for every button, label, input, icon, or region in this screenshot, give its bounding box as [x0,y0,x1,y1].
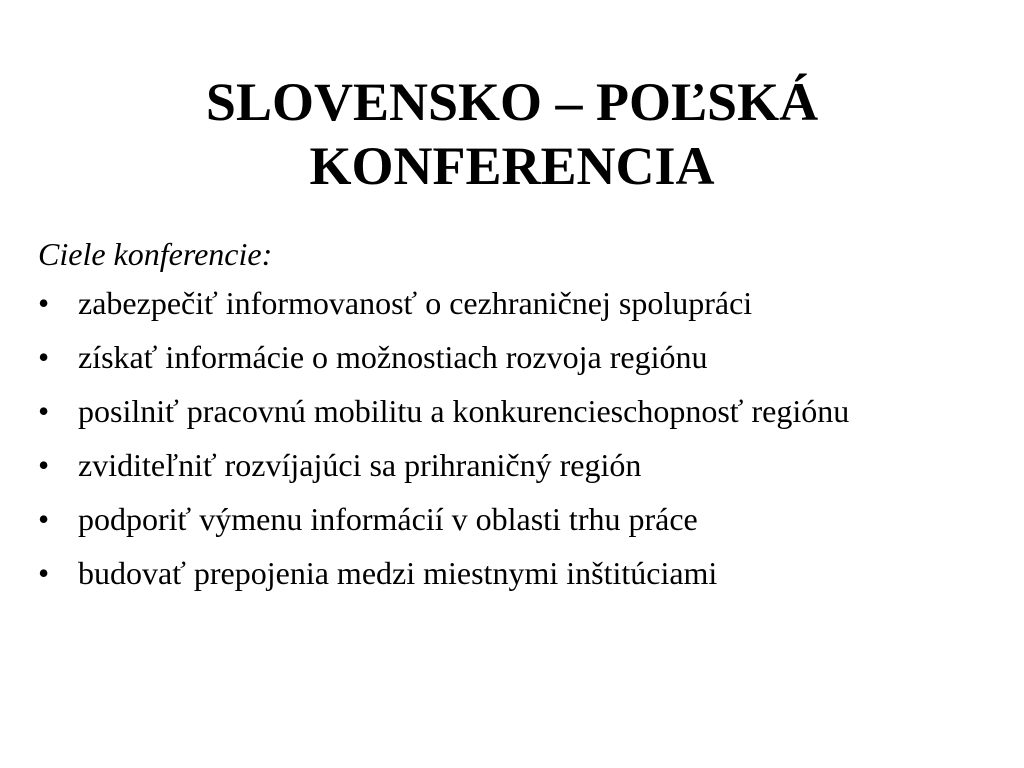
slide-title-line-2: KONFERENCIA [309,136,715,196]
goal-item-1: • zabezpečiť informovanosť o cezhraničnej spolupráci [38,284,998,322]
slide-title [0,70,1024,198]
goals-list [38,284,998,592]
goal-item-6: • budovať prepojenia medzi miestnymi inštitúciami [38,554,998,592]
goal-item-3: • posilniť pracovnú mobilitu a konkurencieschopnosť regiónu [38,392,998,430]
goal-item-4: • zviditeľniť rozvíjajúci sa prihraničný región [38,446,998,484]
slide-content [38,232,998,608]
goal-item-5: • podporiť výmenu informácií v oblasti trhu práce [38,500,998,538]
goal-item-2: • získať informácie o možnostiach rozvoja regiónu [38,338,998,376]
goals-subtitle: Ciele konferencie: [38,236,273,272]
slide-title-line-1: SLOVENSKO – POĽSKÁ [205,72,819,132]
